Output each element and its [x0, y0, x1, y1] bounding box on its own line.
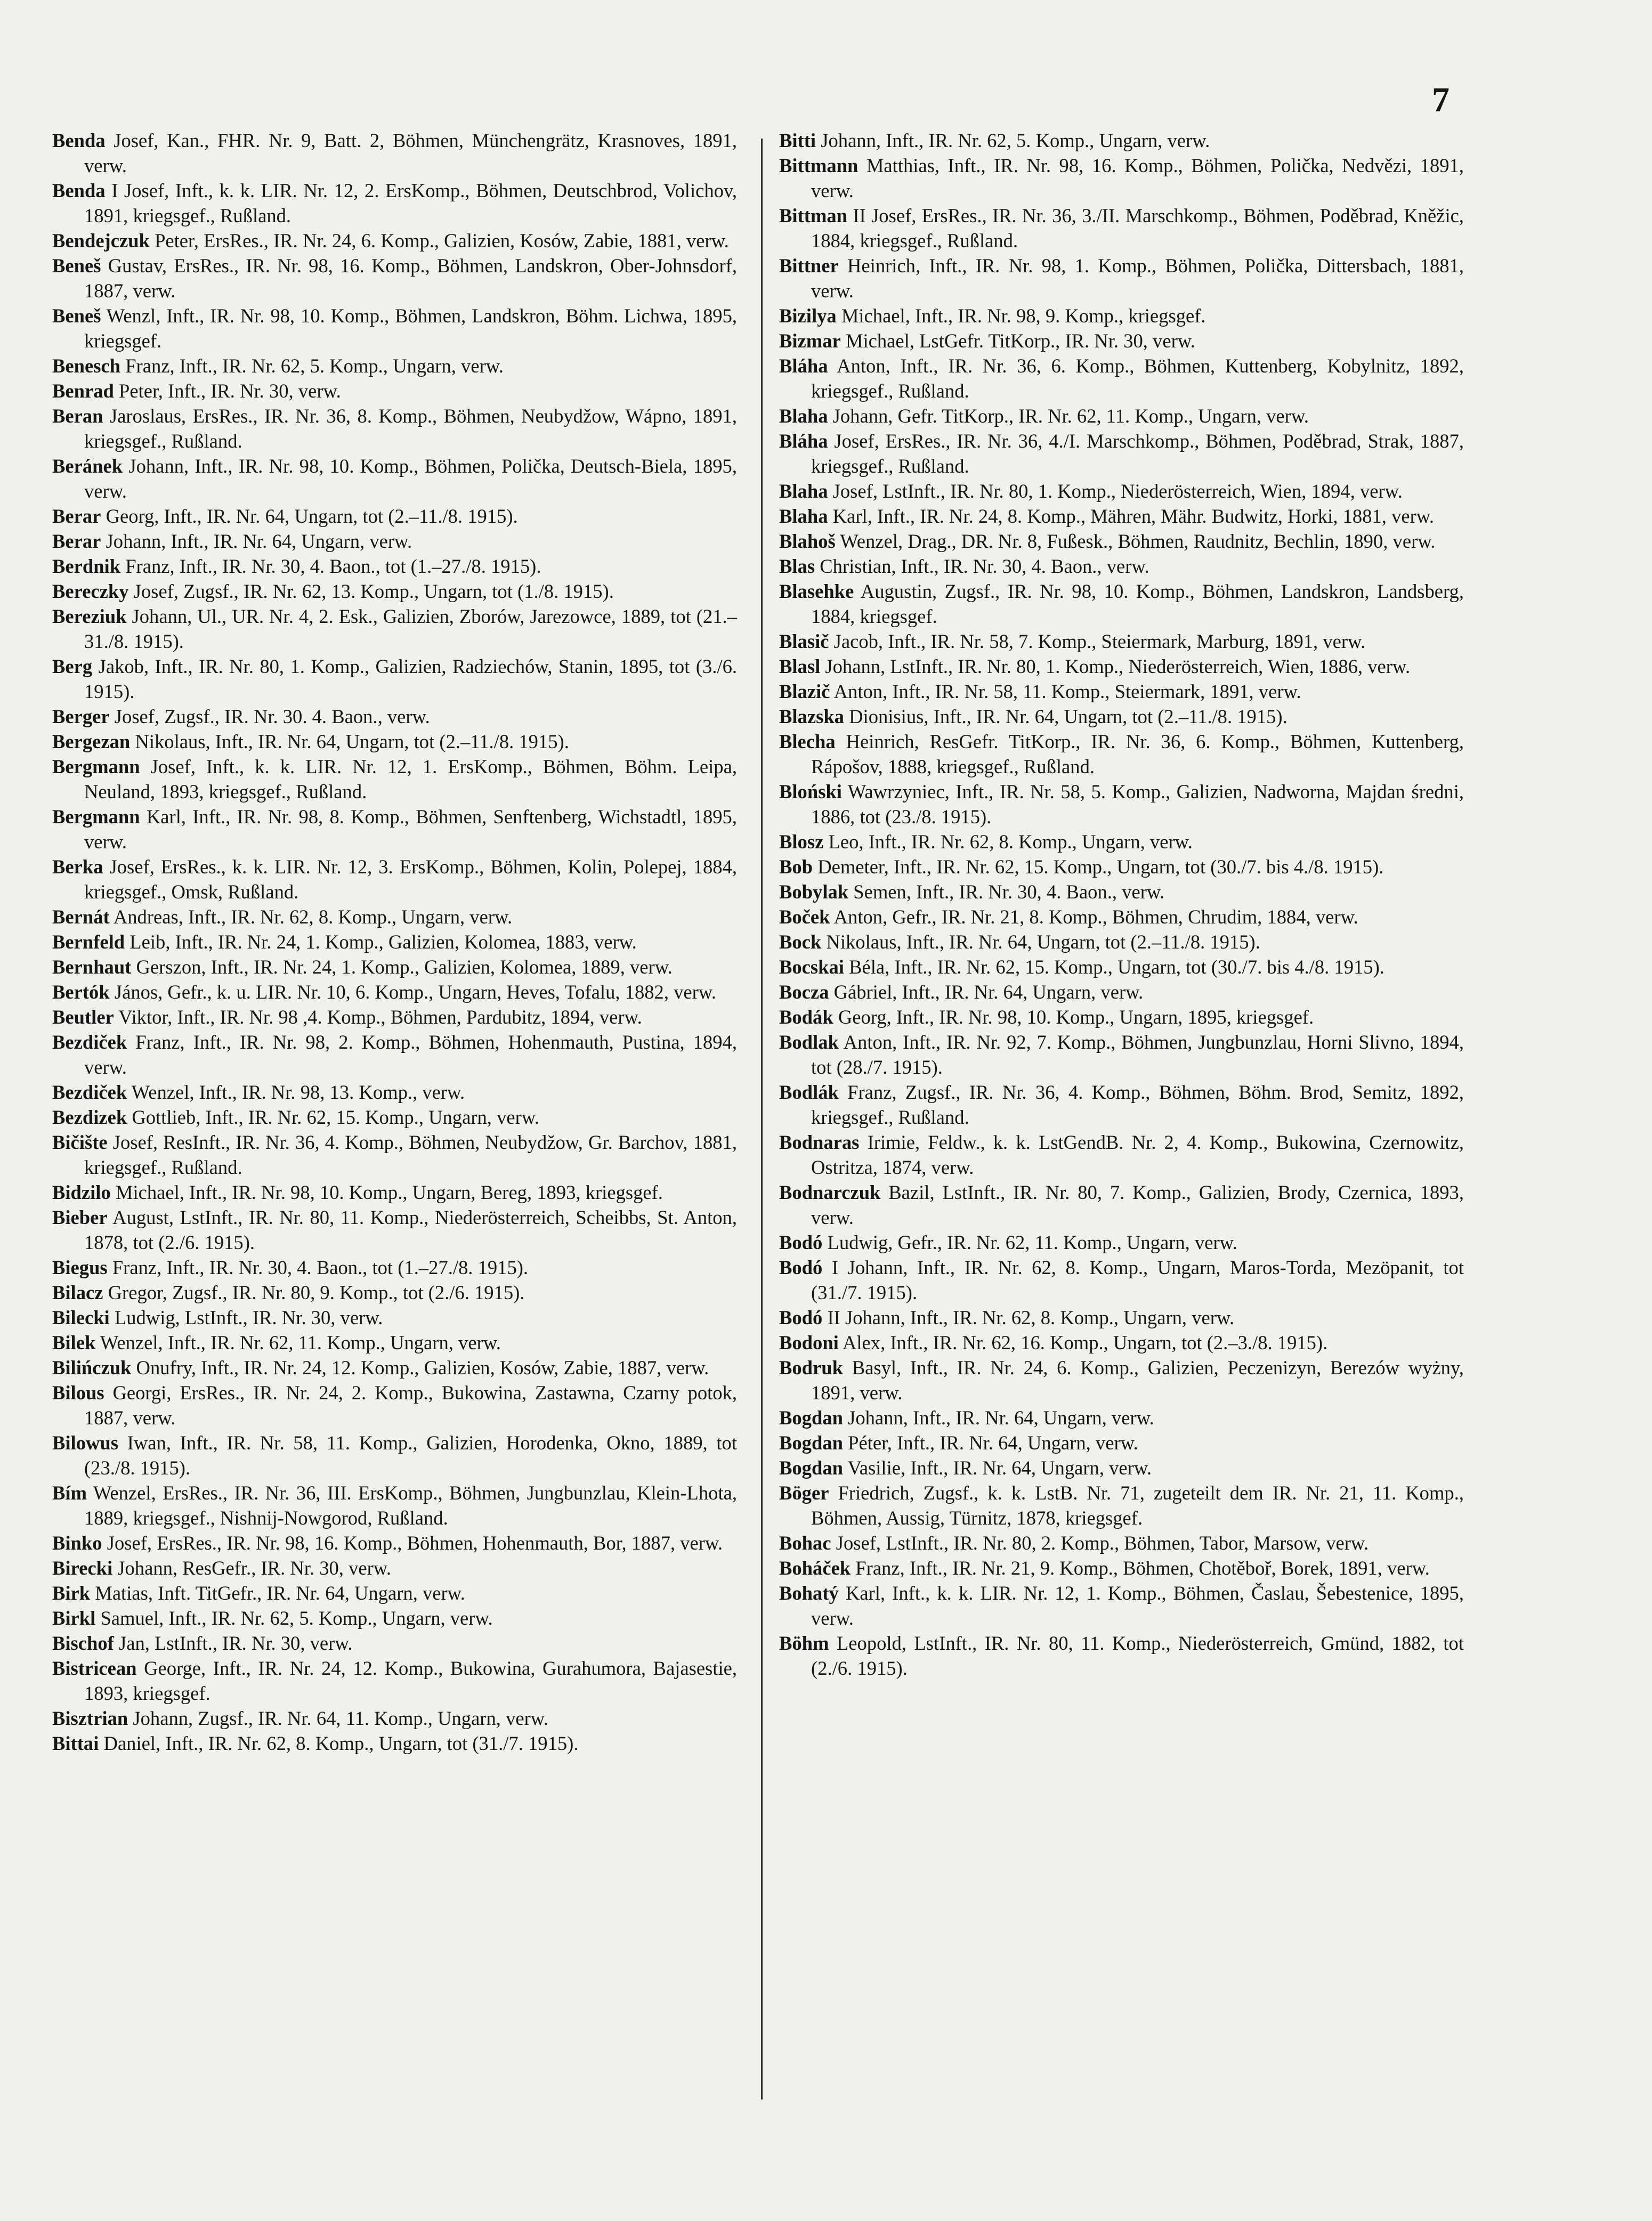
list-entry: [52, 1631, 737, 1656]
entry-details: Karl, Inft., IR. Nr. 24, 8. Komp., Mähren, Mähr. Budwitz, Horki, 1881, verw.: [832, 505, 1434, 527]
list-entry: [52, 178, 737, 228]
list-entry: [52, 1606, 737, 1631]
entry-details: Josef, Zugsf., IR. Nr. 62, 13. Komp., Ungarn, tot (1./8. 1915).: [133, 580, 614, 602]
entry-surname: Bogdan: [779, 1457, 843, 1479]
list-entry: [779, 1405, 1464, 1430]
entry-surname: Bendejczuk: [52, 230, 150, 252]
entry-details: Gottlieb, Inft., IR. Nr. 62, 15. Komp., Ungarn, verw.: [132, 1106, 539, 1128]
entry-surname: Bodó: [779, 1307, 823, 1328]
entry-details: Iwan, Inft., IR. Nr. 58, 11. Komp., Galizien, Horodenka, Okno, 1889, tot (23./8. 1915).: [84, 1432, 737, 1479]
entry-details: Johann, Gefr. TitKorp., IR. Nr. 62, 11. Komp., Ungarn, verw.: [832, 405, 1309, 427]
entry-details: II Josef, ErsRes., IR. Nr. 36, 3./II. Marschkomp., Böhmen, Poděbrad, Kněžic, 1884, kriegsgef., Rußland.: [811, 205, 1464, 252]
entry-surname: Bodnaras: [779, 1131, 860, 1153]
entry-surname: Bergmann: [52, 806, 140, 828]
entry-surname: Berger: [52, 706, 110, 727]
entry-surname: Bodó: [779, 1257, 823, 1278]
list-entry: [52, 754, 737, 804]
entry-surname: Bernhaut: [52, 956, 132, 978]
entry-details: Josef, ErsRes., IR. Nr. 98, 16. Komp., Böhmen, Hohenmauth, Bor, 1887, verw.: [107, 1532, 723, 1554]
list-entry: [52, 854, 737, 904]
list-entry: [52, 1706, 737, 1731]
entry-surname: Bitti: [779, 129, 816, 151]
list-entry: [52, 453, 737, 504]
entry-details: Johann, Inft., IR. Nr. 98, 10. Komp., Böhmen, Polička, Deutsch-Biela, 1895, verw.: [84, 455, 737, 502]
entry-surname: Bodnarczuk: [779, 1181, 881, 1203]
list-entry: [52, 1555, 737, 1580]
entry-surname: Bittai: [52, 1732, 99, 1754]
entry-surname: Berka: [52, 856, 103, 878]
list-entry: [779, 579, 1464, 629]
entry-surname: Beran: [52, 405, 103, 427]
list-entry: [779, 1004, 1464, 1030]
entry-surname: Bernfeld: [52, 931, 125, 953]
entry-surname: Bohac: [779, 1532, 831, 1554]
entry-details: Irimie, Feldw., k. k. LstGendB. Nr. 2, 4. Komp., Bukowina, Czernowitz, Ostritza, 1874, verw.: [811, 1131, 1464, 1178]
entry-details: Wenzel, Inft., IR. Nr. 98, 13. Komp., verw.: [131, 1081, 465, 1103]
list-entry: [52, 1731, 737, 1756]
entry-details: Franz, Inft., IR. Nr. 62, 5. Komp., Ungarn, verw.: [125, 355, 504, 377]
list-entry: [52, 128, 737, 178]
entry-details: Anton, Gefr., IR. Nr. 21, 8. Komp., Böhmen, Chrudim, 1884, verw.: [833, 906, 1358, 928]
entry-details: Gustav, ErsRes., IR. Nr. 98, 16. Komp., Böhmen, Landskron, Ober-Johnsdorf, 1887, verw.: [84, 255, 737, 302]
entry-surname: Berdnik: [52, 555, 121, 577]
list-entry: [52, 529, 737, 554]
entry-surname: Bisztrian: [52, 1707, 128, 1729]
entry-surname: Berg: [52, 655, 93, 677]
entry-details: Jaroslaus, ErsRes., IR. Nr. 36, 8. Komp., Böhmen, Neubydžow, Wápno, 1891, kriegsgef., Rußland.: [84, 405, 737, 452]
entry-details: Franz, Inft., IR. Nr. 30, 4. Baon., tot (1.–27./8. 1915).: [125, 555, 541, 577]
entry-details: Basyl, Inft., IR. Nr. 24, 6. Komp., Galizien, Peczenizyn, Berezów wyżny, 1891, verw.: [811, 1357, 1464, 1404]
entry-surname: Bodlák: [779, 1081, 839, 1103]
list-entry: [52, 1205, 737, 1255]
list-entry: [779, 1330, 1464, 1355]
entry-details: I Josef, Inft., k. k. LIR. Nr. 12, 2. ErsKomp., Böhmen, Deutschbrod, Volichov, 1891, kriegsgef., Rußland.: [84, 180, 737, 226]
entry-surname: Bilous: [52, 1382, 104, 1404]
entry-surname: Biegus: [52, 1257, 108, 1278]
entry-details: Franz, Inft., IR. Nr. 30, 4. Baon., tot (1.–27./8. 1915).: [112, 1257, 529, 1278]
entry-surname: Beutler: [52, 1006, 114, 1028]
entry-details: II Johann, Inft., IR. Nr. 62, 8. Komp., Ungarn, verw.: [827, 1307, 1235, 1328]
entry-details: Josef, ErsRes., IR. Nr. 36, 4./I. Marschkomp., Böhmen, Poděbrad, Strak, 1887, kriegsgef., Rußland.: [811, 430, 1464, 477]
entry-details: Josef, LstInft., IR. Nr. 80, 1. Komp., Niederösterreich, Wien, 1894, verw.: [832, 480, 1403, 502]
entry-details: Josef, LstInft., IR. Nr. 80, 2. Komp., Böhmen, Tabor, Marsow, verw.: [836, 1532, 1369, 1554]
entry-surname: Bodruk: [779, 1357, 843, 1379]
entry-surname: Bodlak: [779, 1031, 839, 1053]
entry-details: Friedrich, Zugsf., k. k. LstB. Nr. 71, zugeteilt dem IR. Nr. 21, 11. Komp., Böhmen, Aussig, Türnitz, 1878, kriegsgef.: [811, 1482, 1464, 1529]
list-entry: [779, 428, 1464, 479]
entry-surname: Benesch: [52, 355, 121, 377]
entry-details: Daniel, Inft., IR. Nr. 62, 8. Komp., Ungarn, tot (31./7. 1915).: [103, 1732, 579, 1754]
list-entry: [779, 879, 1464, 904]
entry-surname: Bock: [779, 931, 822, 953]
entry-details: Wenzel, Inft., IR. Nr. 62, 11. Komp., Ungarn, verw.: [100, 1332, 501, 1353]
list-entry: [779, 829, 1464, 854]
list-entry: [52, 1656, 737, 1706]
entry-surname: Bohatý: [779, 1582, 839, 1604]
entry-details: Michael, Inft., IR. Nr. 98, 9. Komp., kriegsgef.: [841, 305, 1206, 327]
entry-details: Anton, Inft., IR. Nr. 36, 6. Komp., Böhmen, Kuttenberg, Kobylnitz, 1892, kriegsgef., Rußland.: [811, 355, 1464, 402]
entry-surname: Bilińczuk: [52, 1357, 132, 1379]
entry-surname: Böhm: [779, 1632, 829, 1654]
list-entry: [52, 604, 737, 654]
list-entry: [52, 1330, 737, 1355]
entry-details: Nikolaus, Inft., IR. Nr. 64, Ungarn, tot (2.–11./8. 1915).: [135, 731, 569, 752]
entry-surname: Bertók: [52, 981, 110, 1003]
entry-surname: Beneš: [52, 255, 101, 277]
entry-surname: Bischof: [52, 1632, 114, 1654]
entry-details: George, Inft., IR. Nr. 24, 12. Komp., Bukowina, Gurahumora, Bajasestie, 1893, kriegsgef.: [84, 1657, 737, 1704]
list-entry: [779, 1631, 1464, 1681]
column-divider: [761, 139, 763, 2100]
list-entry: [52, 253, 737, 303]
list-entry: [52, 504, 737, 529]
list-entry: [779, 303, 1464, 328]
list-entry: [52, 979, 737, 1004]
list-entry: [52, 1030, 737, 1080]
list-entry: [779, 1030, 1464, 1080]
list-entry: [779, 353, 1464, 403]
entry-surname: Bodó: [779, 1231, 823, 1253]
entry-details: Peter, ErsRes., IR. Nr. 24, 6. Komp., Galizien, Kosów, Zabie, 1881, verw.: [155, 230, 729, 252]
list-entry: [779, 1255, 1464, 1305]
entry-details: Franz, Inft., IR. Nr. 98, 2. Komp., Böhmen, Hohenmauth, Pustina, 1894, verw.: [84, 1031, 737, 1078]
entry-surname: Bizmar: [779, 330, 841, 352]
entry-details: Matthias, Inft., IR. Nr. 98, 16. Komp., Böhmen, Polička, Nedvězi, 1891, verw.: [811, 155, 1464, 201]
entry-surname: Blasehke: [779, 580, 854, 602]
entry-details: Josef, ErsRes., k. k. LIR. Nr. 12, 3. ErsKomp., Böhmen, Kolin, Polepej, 1884, kriegsgef., Omsk, Rußland.: [84, 856, 737, 903]
list-entry: [779, 1530, 1464, 1555]
entry-details: Peter, Inft., IR. Nr. 30, verw.: [119, 380, 341, 402]
entry-surname: Bocza: [779, 981, 829, 1003]
entry-details: Semen, Inft., IR. Nr. 30, 4. Baon., verw.: [853, 881, 1165, 903]
entry-details: Georgi, ErsRes., IR. Nr. 24, 2. Komp., Bukowina, Zastawna, Czarny potok, 1887, verw.: [84, 1382, 737, 1429]
entry-surname: Bidzilo: [52, 1181, 111, 1203]
entry-details: János, Gefr., k. u. LIR. Nr. 10, 6. Komp., Ungarn, Heves, Tofalu, 1882, verw.: [114, 981, 716, 1003]
list-entry: [779, 654, 1464, 679]
list-entry: [779, 529, 1464, 554]
list-entry: [779, 403, 1464, 428]
list-entry: [779, 679, 1464, 704]
list-entry: [779, 1455, 1464, 1480]
list-entry: [52, 378, 737, 403]
entry-surname: Birecki: [52, 1557, 113, 1579]
list-entry: [779, 1080, 1464, 1130]
entry-surname: Benda: [52, 129, 106, 151]
entry-details: August, LstInft., IR. Nr. 80, 11. Komp., Niederösterreich, Scheibbs, St. Anton, 1878, tot (2./6. 1915).: [84, 1206, 737, 1253]
entry-surname: Blas: [779, 555, 815, 577]
entry-details: Georg, Inft., IR. Nr. 98, 10. Komp., Ungarn, 1895, kriegsgef.: [838, 1006, 1314, 1028]
list-entry: [52, 654, 737, 704]
list-entry: [779, 979, 1464, 1004]
list-entry: [52, 1305, 737, 1330]
right-column: [779, 128, 1464, 1681]
entry-surname: Bezdiček: [52, 1081, 127, 1103]
list-entry: [779, 779, 1464, 829]
entry-details: Josef, ResInft., IR. Nr. 36, 4. Komp., Böhmen, Neubydžow, Gr. Barchov, 1881, kriegsgef., Rußland.: [84, 1131, 737, 1178]
entry-details: Matias, Inft. TitGefr., IR. Nr. 64, Ungarn, verw.: [95, 1582, 465, 1604]
entry-details: Josef, Zugsf., IR. Nr. 30. 4. Baon., verw.: [114, 706, 430, 727]
list-entry: [52, 1430, 737, 1480]
list-entry: [52, 579, 737, 604]
entry-details: Nikolaus, Inft., IR. Nr. 64, Ungarn, tot (2.–11./8. 1915).: [826, 931, 1260, 953]
entry-surname: Bláha: [779, 430, 828, 452]
list-entry: [779, 253, 1464, 303]
entry-surname: Bodoni: [779, 1332, 839, 1353]
list-entry: [779, 629, 1464, 654]
list-entry: [779, 479, 1464, 504]
list-entry: [52, 1480, 737, 1530]
entry-details: Béla, Inft., IR. Nr. 62, 15. Komp., Ungarn, tot (30./7. bis 4./8. 1915).: [849, 956, 1384, 978]
list-entry: [52, 954, 737, 979]
entry-details: Jakob, Inft., IR. Nr. 80, 1. Komp., Galizien, Radziechów, Stanin, 1895, tot (3./6. 1915).: [84, 655, 737, 702]
entry-details: Jan, LstInft., IR. Nr. 30, verw.: [119, 1632, 353, 1654]
entry-surname: Bilecki: [52, 1307, 110, 1328]
entry-surname: Bergezan: [52, 731, 131, 752]
entry-surname: Blaha: [779, 480, 828, 502]
entry-surname: Bistricean: [52, 1657, 137, 1679]
entry-surname: Bláha: [779, 355, 828, 377]
list-entry: [779, 128, 1464, 153]
entry-surname: Bičište: [52, 1131, 108, 1153]
entry-surname: Blasl: [779, 655, 821, 677]
list-entry: [779, 1480, 1464, 1530]
list-entry: [779, 554, 1464, 579]
list-entry: [779, 1180, 1464, 1230]
entry-surname: Blecha: [779, 731, 836, 752]
entry-surname: Blahoš: [779, 530, 836, 552]
entry-details: Ludwig, Gefr., IR. Nr. 62, 11. Komp., Ungarn, verw.: [827, 1231, 1237, 1253]
entry-surname: Bocskai: [779, 956, 844, 978]
entry-details: Franz, Inft., IR. Nr. 21, 9. Komp., Böhmen, Chotěboř, Borek, 1891, verw.: [855, 1557, 1430, 1579]
entry-details: Andreas, Inft., IR. Nr. 62, 8. Komp., Ungarn, verw.: [113, 906, 513, 928]
entry-surname: Blaha: [779, 505, 828, 527]
entry-surname: Bergmann: [52, 756, 140, 777]
entry-details: Heinrich, Inft., IR. Nr. 98, 1. Komp., Böhmen, Polička, Dittersbach, 1881, verw.: [811, 255, 1464, 302]
list-entry: [779, 1555, 1464, 1580]
entry-details: Anton, Inft., IR. Nr. 92, 7. Komp., Böhmen, Jungbunzlau, Horni Slivno, 1894, tot (28./7. 1915).: [811, 1031, 1464, 1078]
list-entry: [779, 854, 1464, 879]
entry-details: Heinrich, ResGefr. TitKorp., IR. Nr. 36, 6. Komp., Böhmen, Kuttenberg, Rápošov, 1888, kriegsgef., Rußland.: [811, 731, 1464, 777]
entry-surname: Benrad: [52, 380, 114, 402]
list-entry: [52, 1080, 737, 1105]
entry-surname: Boček: [779, 906, 830, 928]
entry-surname: Beránek: [52, 455, 123, 477]
list-entry: [52, 228, 737, 253]
entry-surname: Bilek: [52, 1332, 96, 1353]
list-entry: [52, 1580, 737, 1606]
entry-surname: Bizilya: [779, 305, 837, 327]
entry-details: Vasilie, Inft., IR. Nr. 64, Ungarn, verw.: [847, 1457, 1152, 1479]
entry-surname: Blosz: [779, 831, 824, 853]
entry-surname: Blasič: [779, 630, 829, 652]
page-number: 7: [1432, 80, 1449, 119]
entry-surname: Berar: [52, 530, 101, 552]
list-entry: [52, 929, 737, 954]
entry-surname: Bím: [52, 1482, 87, 1504]
list-entry: [52, 1380, 737, 1430]
entry-details: Wawrzyniec, Inft., IR. Nr. 58, 5. Komp., Galizien, Nadworna, Majdan średni, 1886, tot (23./8. 1915).: [811, 781, 1464, 828]
entry-surname: Bezdizek: [52, 1106, 127, 1128]
entry-details: Wenzl, Inft., IR. Nr. 98, 10. Komp., Böhmen, Landskron, Böhm. Lichwa, 1895, kriegsgef.: [84, 305, 738, 352]
list-entry: [52, 704, 737, 729]
list-entry: [52, 1355, 737, 1380]
entry-details: Georg, Inft., IR. Nr. 64, Ungarn, tot (2.–11./8. 1915).: [106, 505, 518, 527]
entry-surname: Bodák: [779, 1006, 833, 1028]
entry-surname: Bittner: [779, 255, 839, 277]
list-entry: [52, 1130, 737, 1180]
list-entry: [779, 328, 1464, 353]
entry-surname: Bittman: [779, 205, 848, 226]
entry-details: Johann, Zugsf., IR. Nr. 64, 11. Komp., Ungarn, verw.: [133, 1707, 548, 1729]
entry-details: Alex, Inft., IR. Nr. 62, 16. Komp., Ungarn, tot (2.–3./8. 1915).: [842, 1332, 1328, 1353]
entry-details: Leo, Inft., IR. Nr. 62, 8. Komp., Ungarn, verw.: [828, 831, 1193, 853]
list-entry: [779, 729, 1464, 779]
entry-details: Wenzel, Drag., DR. Nr. 8, Fußesk., Böhmen, Raudnitz, Bechlin, 1890, verw.: [840, 530, 1436, 552]
entry-details: Leib, Inft., IR. Nr. 24, 1. Komp., Galizien, Kolomea, 1883, verw.: [129, 931, 637, 953]
entry-surname: Berar: [52, 505, 101, 527]
entry-details: Wenzel, ErsRes., IR. Nr. 36, III. ErsKomp., Böhmen, Jungbunzlau, Klein-Lhota, 1889, kriegsgef., Nishnij-Nowgorod, Rußland.: [84, 1482, 737, 1529]
entry-details: Anton, Inft., IR. Nr. 58, 11. Komp., Steiermark, 1891, verw.: [833, 680, 1301, 702]
entry-surname: Bilacz: [52, 1282, 103, 1303]
entry-surname: Boháček: [779, 1557, 851, 1579]
entry-surname: Bob: [779, 856, 813, 878]
entry-surname: Bogdan: [779, 1432, 843, 1454]
entry-surname: Bogdan: [779, 1407, 843, 1429]
list-entry: [779, 153, 1464, 203]
entry-surname: Bloński: [779, 781, 842, 803]
entry-surname: Birkl: [52, 1607, 96, 1629]
entry-details: Gerszon, Inft., IR. Nr. 24, 1. Komp., Galizien, Kolomea, 1889, verw.: [136, 956, 673, 978]
list-entry: [52, 729, 737, 754]
list-entry: [52, 1530, 737, 1555]
entry-surname: Blazska: [779, 706, 844, 727]
list-entry: [52, 303, 737, 353]
entry-details: Johann, ResGefr., IR. Nr. 30, verw.: [117, 1557, 391, 1579]
entry-surname: Blazič: [779, 680, 830, 702]
list-entry: [779, 203, 1464, 253]
entry-details: Michael, Inft., IR. Nr. 98, 10. Komp., Ungarn, Bereg, 1893, kriegsgef.: [115, 1181, 663, 1203]
entry-surname: Böger: [779, 1482, 829, 1504]
entry-details: Johann, LstInft., IR. Nr. 80, 1. Komp., Niederösterreich, Wien, 1886, verw.: [825, 655, 1411, 677]
list-entry: [779, 1130, 1464, 1180]
entry-details: Dionisius, Inft., IR. Nr. 64, Ungarn, tot (2.–11./8. 1915).: [849, 706, 1287, 727]
entry-details: Bazil, LstInft., IR. Nr. 80, 7. Komp., Galizien, Brody, Czernica, 1893, verw.: [811, 1181, 1464, 1228]
list-entry: [779, 1580, 1464, 1631]
entry-surname: Bobylak: [779, 881, 849, 903]
list-entry: [779, 1305, 1464, 1330]
list-entry: [779, 1430, 1464, 1455]
entry-details: Viktor, Inft., IR. Nr. 98 ,4. Komp., Böhmen, Pardubitz, 1894, verw.: [118, 1006, 642, 1028]
entry-details: Samuel, Inft., IR. Nr. 62, 5. Komp., Ungarn, verw.: [100, 1607, 493, 1629]
entry-details: Gregor, Zugsf., IR. Nr. 80, 9. Komp., tot (2./6. 1915).: [108, 1282, 525, 1303]
left-column: [52, 128, 737, 1756]
entry-surname: Binko: [52, 1532, 102, 1554]
entry-details: Gábriel, Inft., IR. Nr. 64, Ungarn, verw.: [833, 981, 1144, 1003]
entry-surname: Blaha: [779, 405, 828, 427]
list-entry: [779, 929, 1464, 954]
entry-details: Christian, Inft., IR. Nr. 30, 4. Baon., verw.: [820, 555, 1149, 577]
list-entry: [52, 403, 737, 453]
entry-details: Péter, Inft., IR. Nr. 64, Ungarn, verw.: [848, 1432, 1138, 1454]
entry-surname: Bilowus: [52, 1432, 119, 1454]
list-entry: [779, 704, 1464, 729]
entry-details: Ludwig, LstInft., IR. Nr. 30, verw.: [114, 1307, 383, 1328]
list-entry: [52, 1105, 737, 1130]
entry-details: Michael, LstGefr. TitKorp., IR. Nr. 30, verw.: [845, 330, 1195, 352]
entry-details: Onufry, Inft., IR. Nr. 24, 12. Komp., Galizien, Kosów, Zabie, 1887, verw.: [136, 1357, 709, 1379]
entry-details: Franz, Zugsf., IR. Nr. 36, 4. Komp., Böhmen, Böhm. Brod, Semitz, 1892, kriegsgef., Rußland.: [811, 1081, 1464, 1128]
list-entry: [52, 1255, 737, 1280]
entry-details: Karl, Inft., IR. Nr. 98, 8. Komp., Böhmen, Senftenberg, Wichstadtl, 1895, verw.: [84, 806, 737, 853]
entry-details: Johann, Inft., IR. Nr. 64, Ungarn, verw.: [106, 530, 412, 552]
entry-details: Josef, Inft., k. k. LIR. Nr. 12, 1. ErsKomp., Böhmen, Böhm. Leipa, Neuland, 1893, kriegsgef., Rußland.: [84, 756, 737, 803]
list-entry: [779, 1355, 1464, 1405]
list-entry: [52, 353, 737, 378]
entry-surname: Beneš: [52, 305, 101, 327]
list-entry: [52, 1180, 737, 1205]
entry-details: Johann, Inft., IR. Nr. 64, Ungarn, verw.: [848, 1407, 1154, 1429]
list-entry: [52, 804, 737, 854]
entry-details: Josef, Kan., FHR. Nr. 9, Batt. 2, Böhmen, Münchengrätz, Krasnoves, 1891, verw.: [84, 129, 737, 176]
list-entry: [779, 1230, 1464, 1255]
entry-surname: Bernát: [52, 906, 110, 928]
entry-details: Augustin, Zugsf., IR. Nr. 98, 10. Komp., Böhmen, Landskron, Landsberg, 1884, kriegsgef.: [811, 580, 1464, 627]
list-entry: [52, 554, 737, 579]
entry-surname: Bieber: [52, 1206, 108, 1228]
entry-details: Johann, Ul., UR. Nr. 4, 2. Esk., Galizien, Zborów, Jarezowce, 1889, tot (21.–31./8. 1915).: [84, 605, 737, 652]
entry-details: Karl, Inft., k. k. LIR. Nr. 12, 1. Komp., Böhmen, Časlau, Šebestenice, 1895, verw.: [811, 1582, 1464, 1629]
entry-details: I Johann, Inft., IR. Nr. 62, 8. Komp., Ungarn, Maros-Torda, Mezöpanit, tot (31./7. 1915).: [811, 1257, 1464, 1303]
entry-surname: Bereziuk: [52, 605, 127, 627]
list-entry: [52, 1004, 737, 1030]
entry-surname: Bereczky: [52, 580, 129, 602]
list-entry: [779, 954, 1464, 979]
entry-surname: Benda: [52, 180, 106, 201]
entry-surname: Bittmann: [779, 155, 859, 176]
list-entry: [52, 1280, 737, 1305]
list-entry: [779, 904, 1464, 929]
list-entry: [52, 904, 737, 929]
entry-details: Johann, Inft., IR. Nr. 62, 5. Komp., Ungarn, verw.: [821, 129, 1210, 151]
entry-surname: Birk: [52, 1582, 91, 1604]
entry-details: Leopold, LstInft., IR. Nr. 80, 11. Komp., Niederösterreich, Gmünd, 1882, tot (2./6. 1915).: [811, 1632, 1464, 1679]
entry-details: Demeter, Inft., IR. Nr. 62, 15. Komp., Ungarn, tot (30./7. bis 4./8. 1915).: [817, 856, 1384, 878]
entry-surname: Bezdiček: [52, 1031, 127, 1053]
list-entry: [779, 504, 1464, 529]
entry-details: Jacob, Inft., IR. Nr. 58, 7. Komp., Steiermark, Marburg, 1891, verw.: [833, 630, 1366, 652]
